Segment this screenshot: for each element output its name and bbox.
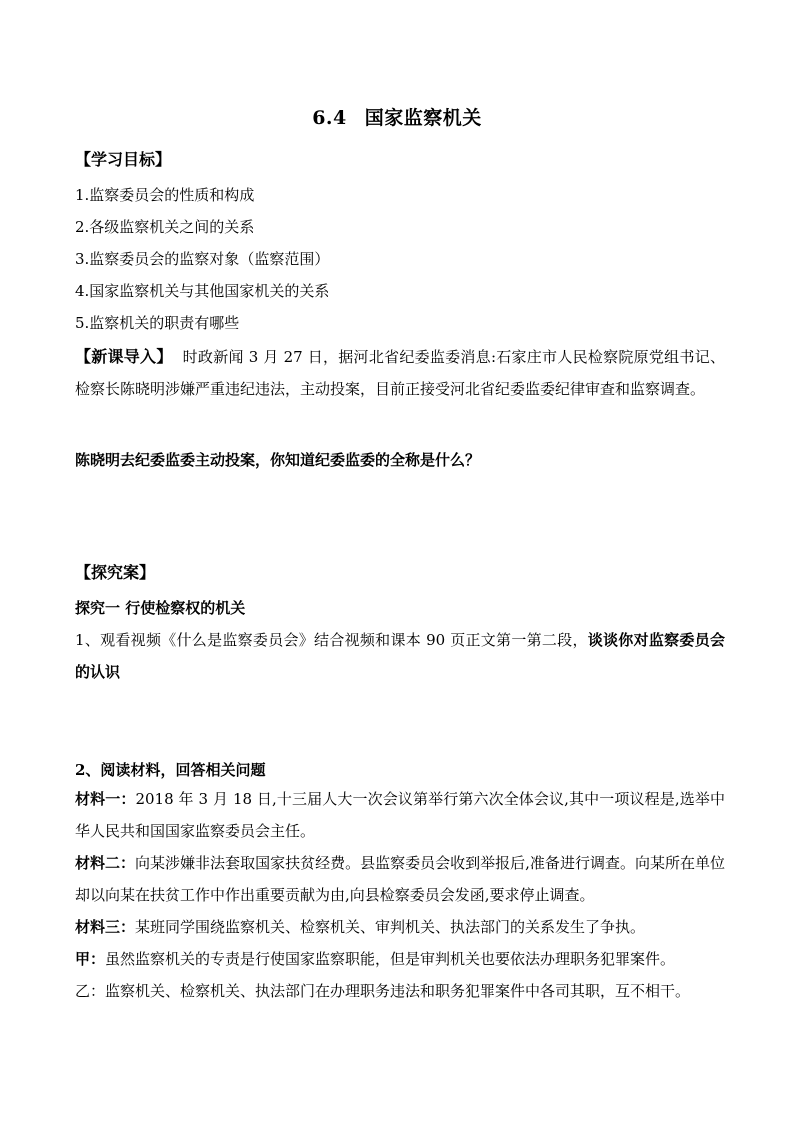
statement-text: 监察机关、检察机关、执法部门在办理职务违法和职务犯罪案件中各司其职，互不相干。 bbox=[105, 982, 691, 1000]
intro-heading: 【新课导入】 bbox=[75, 347, 173, 366]
objective-item: 4.国家监察机关与其他国家机关的关系 bbox=[75, 282, 330, 300]
statement-text: 虽然监察机关的专责是行使国家监察职能，但是审判机关也要依法办理职务犯罪案件。 bbox=[105, 950, 676, 968]
question-1 bbox=[75, 624, 725, 688]
material-label: 材料二： bbox=[75, 854, 136, 872]
speaker-label: 乙： bbox=[75, 982, 106, 1000]
material-1 bbox=[75, 783, 725, 847]
speaker-label: 甲： bbox=[75, 950, 106, 968]
objective-item: 2.各级监察机关之间的关系 bbox=[75, 218, 255, 236]
statement-jia bbox=[75, 943, 725, 975]
materials-block bbox=[75, 783, 725, 1007]
intro-question: 陈晓明去纪委监委主动投案，你知道纪委监委的全称是什么？ bbox=[75, 451, 481, 469]
objective-item: 3.监察委员会的监察对象（监察范围） bbox=[75, 250, 330, 268]
question-1-bold: 谈谈你对监察委员会的认识 bbox=[75, 631, 725, 681]
material-text: 某班同学围绕监察机关、检察机关、审判机关、执法部门的关系发生了争执。 bbox=[135, 918, 646, 936]
statement-yi bbox=[75, 975, 725, 1007]
material-label: 材料一： bbox=[75, 790, 136, 808]
intro-text: 时政新闻 3 月 27 日，据河北省纪委监委消息:石家庄市人民检察院原党组书记、检察长陈晓明涉嫌严重违纪违法，主动投案，目前正接受河北省纪委监委纪律审查和监察调查。 bbox=[75, 348, 725, 398]
objective-item: 5.监察机关的职责有哪些 bbox=[75, 314, 240, 332]
material-text: 向某涉嫌非法套取国家扶贫经费。县监察委员会收到举报后,准备进行调查。向某所在单位却以向某在扶贫工作中作出重要贡献为由,向县检察委员会发函,要求停止调查。 bbox=[75, 854, 725, 904]
title-number: 6.4 bbox=[312, 107, 347, 129]
objectives-heading: 【学习目标】 bbox=[75, 150, 172, 169]
title-text: 国家监察机关 bbox=[364, 107, 482, 129]
material-label: 材料三： bbox=[75, 918, 136, 936]
material-2 bbox=[75, 847, 725, 911]
explore-heading: 【探究案】 bbox=[75, 563, 156, 582]
material-3 bbox=[75, 911, 725, 943]
question-2-title: 2、阅读材料，回答相关问题 bbox=[75, 761, 266, 779]
section1-title: 探究一 行使检察权的机关 bbox=[75, 599, 246, 617]
page-title bbox=[0, 103, 794, 130]
material-text: 2018 年 3 月 18 日,十三届人大一次会议第举行第六次全体会议,其中一项议程是,选举中华人民共和国国家监察委员会主任。 bbox=[75, 790, 725, 840]
question-1-text: 1、观看视频《什么是监察委员会》结合视频和课本 90 页正文第一第二段， bbox=[75, 631, 588, 649]
objective-item: 1.监察委员会的性质和构成 bbox=[75, 186, 255, 204]
intro-paragraph bbox=[75, 341, 725, 405]
